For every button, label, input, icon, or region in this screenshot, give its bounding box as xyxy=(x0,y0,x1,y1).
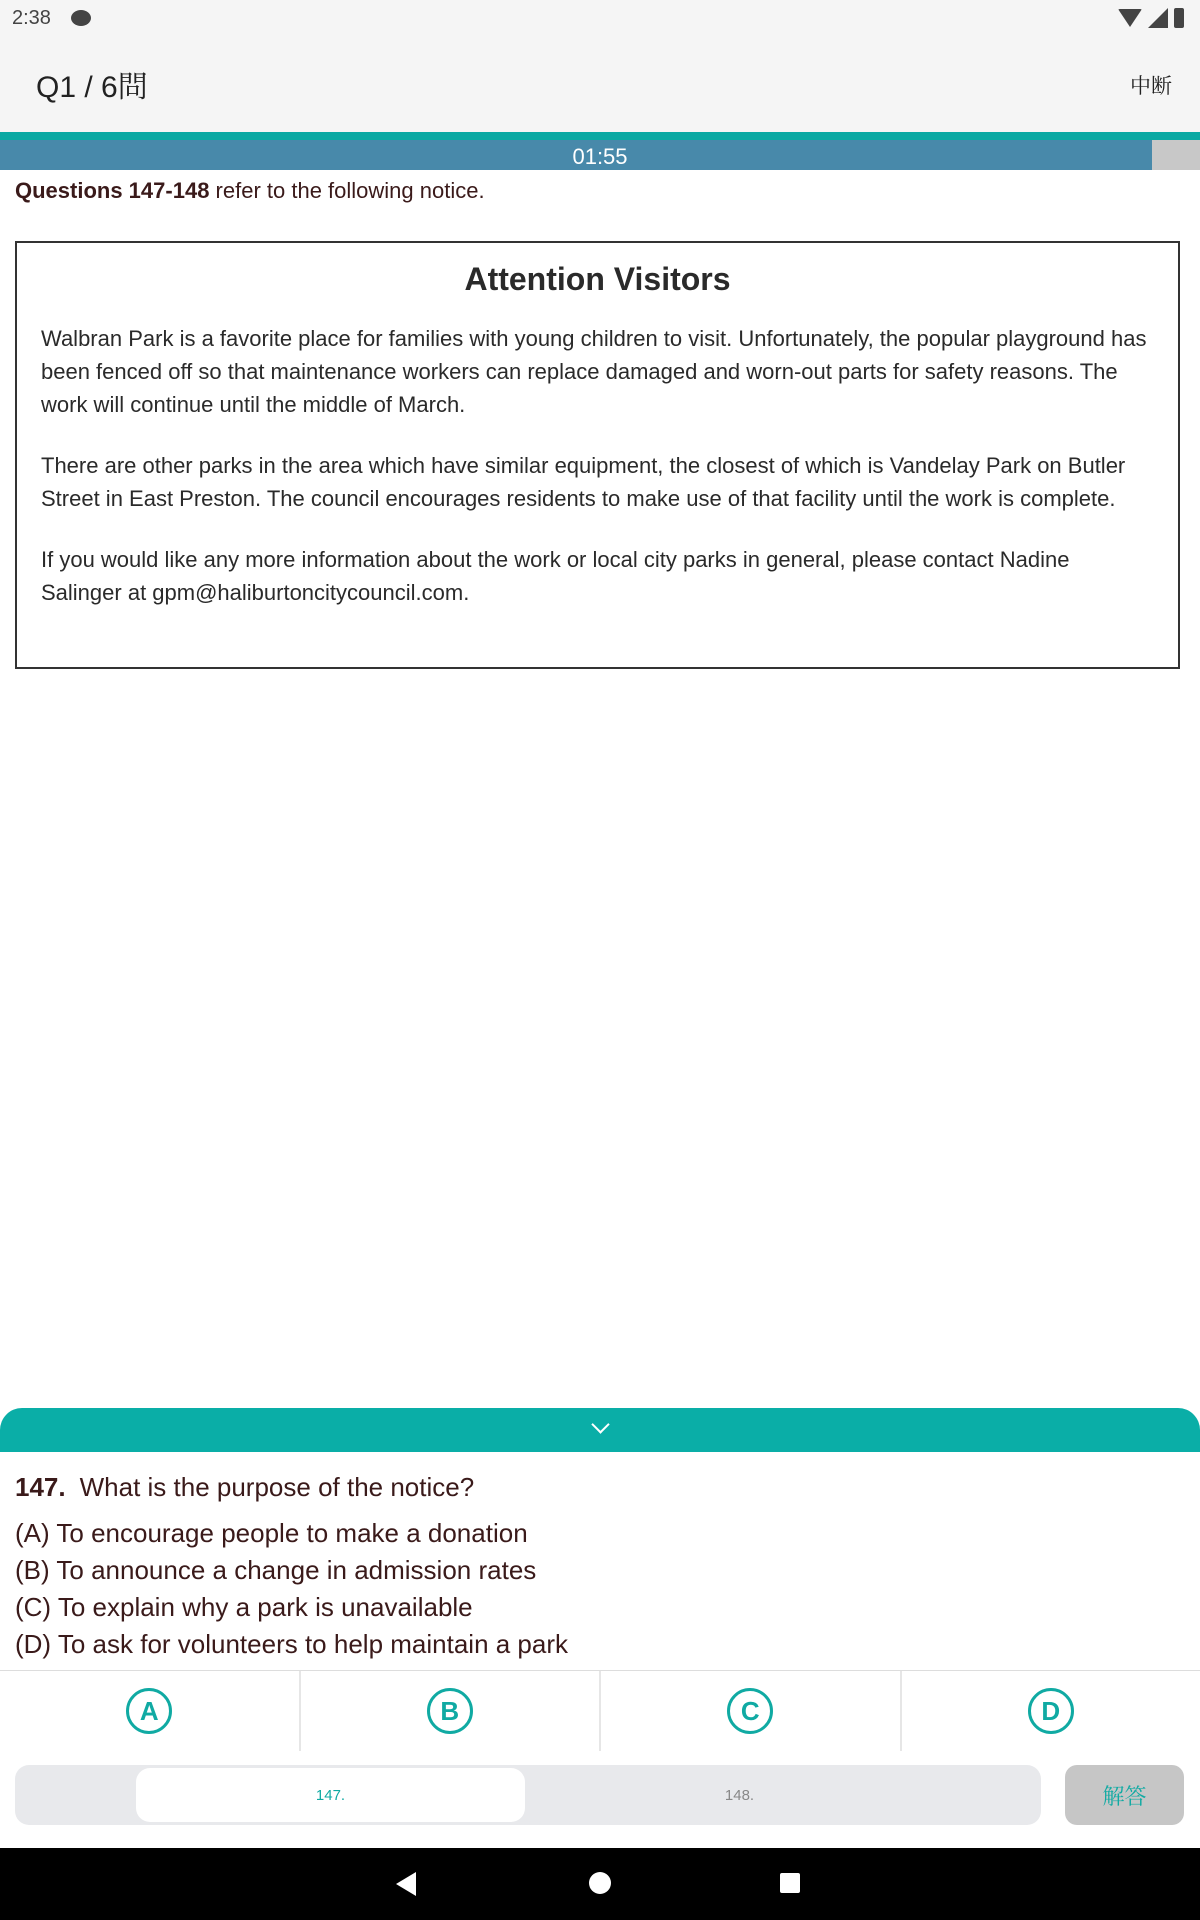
pager-tab-147[interactable]: 147. xyxy=(136,1768,525,1822)
answer-button[interactable]: 解答 xyxy=(1065,1765,1184,1825)
answer-choice-d[interactable] xyxy=(902,1671,1200,1751)
recent-apps-icon[interactable] xyxy=(780,1873,800,1893)
app-bar-divider xyxy=(0,132,1200,140)
answer-choice-b-label: B xyxy=(427,1688,473,1734)
status-icons xyxy=(1118,8,1184,28)
app-bar xyxy=(0,36,1200,132)
notification-icon xyxy=(71,10,91,26)
system-nav-bar xyxy=(0,1848,1200,1920)
wifi-icon xyxy=(1118,9,1142,27)
answer-choice-d-label: D xyxy=(1028,1688,1074,1734)
answer-choice-c[interactable] xyxy=(601,1671,902,1751)
option-a-text: (A) To encourage people to make a donation xyxy=(15,1518,528,1548)
battery-icon xyxy=(1174,8,1184,28)
page-title: Q1 / 6問 xyxy=(36,71,148,104)
question-number: 147. xyxy=(15,1472,66,1502)
passage-intro-text: refer to the following notice. xyxy=(209,178,485,203)
question-text: What is the purpose of the notice? xyxy=(79,1472,475,1502)
pager-tab-148[interactable]: 148. xyxy=(724,1786,755,1804)
timer-bar xyxy=(0,140,1200,170)
answer-choice-a[interactable] xyxy=(0,1671,301,1751)
answer-choice-b[interactable] xyxy=(301,1671,602,1751)
passage-intro xyxy=(15,178,485,204)
passage-intro-range: Questions 147-148 xyxy=(15,178,210,203)
timer-text: 01:55 xyxy=(572,144,628,169)
option-d-text: (D) To ask for volunteers to help maintain a park xyxy=(15,1629,569,1659)
question-pager xyxy=(15,1765,1041,1825)
question-panel-toggle[interactable] xyxy=(0,1408,1200,1452)
notice-paragraph: If you would like any more information about the work or local city parks in general, please contact Nadine Salinger at gpm@haliburtoncitycouncil.com. xyxy=(41,547,1070,605)
signal-icon xyxy=(1148,8,1168,28)
chevron-down-icon xyxy=(591,1415,609,1433)
back-icon[interactable] xyxy=(396,1872,416,1896)
notice-box xyxy=(15,241,1180,669)
question-text-line xyxy=(15,1472,474,1503)
notice-paragraph: Walbran Park is a favorite place for families with young children to visit. Unfortunately, the popular playground has been fenced off so that maintenance workers can replace damaged and worn-out parts for safety reasons. The work will continue until the middle of March. xyxy=(41,326,1147,417)
home-icon[interactable] xyxy=(589,1872,611,1894)
notice-paragraph: There are other parks in the area which have similar equipment, the closest of which is Vandelay Park on Butler Street in East Preston. The council encourages residents to make use of that facility until the work is complete. xyxy=(41,453,1126,511)
notice-title: Attention Visitors xyxy=(464,261,731,297)
answer-choice-c-label: C xyxy=(727,1688,773,1734)
suspend-button[interactable]: 中断 xyxy=(1130,75,1172,98)
option-b-text: (B) To announce a change in admission rates xyxy=(15,1555,537,1585)
option-c-text: (C) To explain why a park is unavailable xyxy=(15,1592,473,1622)
status-bar xyxy=(0,0,1200,36)
status-time: 2:38 xyxy=(12,6,51,29)
answer-choice-a-label: A xyxy=(126,1688,172,1734)
answer-choice-row xyxy=(0,1670,1200,1751)
